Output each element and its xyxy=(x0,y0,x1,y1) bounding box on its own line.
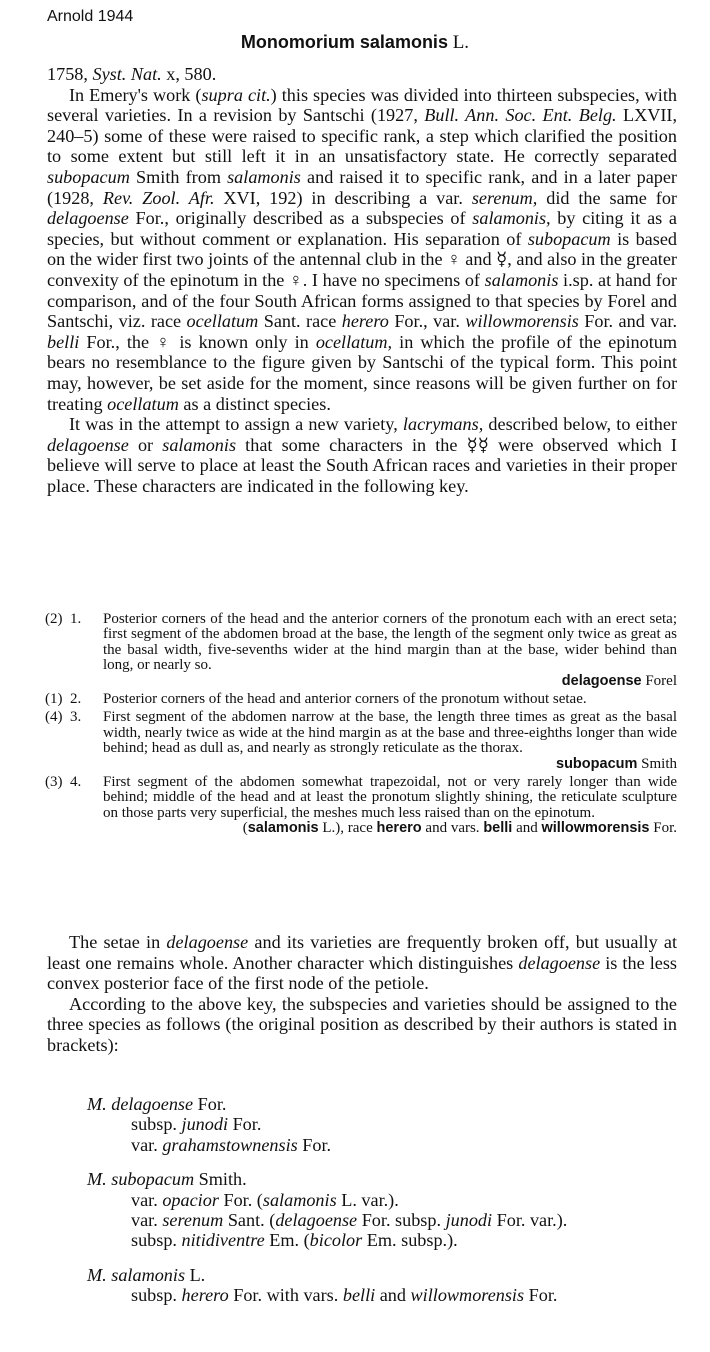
paragraph-1: In Emery's work (supra cit.) this species was divided into thirteen subspecies, with several varieties. In a revision by Santschi (1927, Bull. Ann. Soc. Ent. Belg. LXVII, 240–5) some of these were raised to specific rank, a step which clarified the position to some extent but still left it in an unsatisfactory state. He correctly separated subopacum Smith from salamonis and raised it to specific rank, and in a later paper (1928, Rev. Zool. Afr. XVI, 192) in describing a var. serenum, did the same for delagoense For., originally described as a subspecies of salamonis, by citing it as a species, but without comment or explanation. His separation of subopacum is based on the wider first two joints of the antennal club in the ♀ and ☿, and also in the greater convexity of the epinotum in the ♀. I have no specimens of salamonis i.sp. at hand for comparison, and of the four South African forms assigned to that species by Forel and Santschi, viz. race ocellatum Sant. race herero For., var. willowmorensis For. and var. belli For., the ♀ is known only in ocellatum, in which the profile of the epinotum bears no resemblance to the figure given by Santschi of the typical form. This point may, however, be set aside for the moment, since reasons will be given further on for treating ocellatum as a distinct species. xyxy=(47,84,678,414)
species-group xyxy=(87,1265,567,1306)
citation-ref: x, 580. xyxy=(166,64,217,84)
species-head: M. subopacum Smith. xyxy=(87,1169,247,1190)
species-group xyxy=(87,1169,567,1251)
key-author: Forel xyxy=(641,672,677,689)
species-line: subsp. herero For. with vars. belli and willowmorensis For. xyxy=(131,1285,558,1306)
species-list xyxy=(87,1094,567,1320)
key-species: subopacum xyxy=(556,755,638,772)
species-line: var. opacior For. (salamonis L. var.). xyxy=(131,1189,399,1210)
paragraph-2: It was in the attempt to assign a new variety, lacrymans, described below, to either delagoense or salamonis that some characters in the ☿☿ were observed which I believe will serve to place at least the South African races and varieties in their proper place. These characters are indicated in the following key. xyxy=(47,414,678,496)
title-author: L. xyxy=(452,32,470,53)
species-line: var. grahamstownensis For. xyxy=(131,1134,332,1155)
key-couplet-number: (1) 2. xyxy=(45,691,82,708)
identification-key xyxy=(45,612,677,840)
paragraph-3: The setae in delagoense and its varieties are frequently broken off, but usually at least one remains whole. Another character which distinguishes delagoense is the less convex posterior face of the first node of the petiole. xyxy=(47,932,677,994)
paragraph-4: According to the above key, the subspecies and varieties should be assigned to the three species as follows (the original position as described by their authors is stated in brackets): xyxy=(47,993,677,1055)
species-line: subsp. junodi For. xyxy=(131,1114,262,1135)
key-text: Posterior corners of the head and anterior corners of the pronotum without setae. xyxy=(103,691,587,708)
key-item: (3) 4. First segment of the abdomen somewhat trapezoidal, not or very rarely longer than wide behind; middle of the head and at least the pronotum slightly shining, the reticulate sculpture on those parts very superficial, the meshes much less raised than on the epinotum. (salamonis L.), race herero and vars. belli and willowmorensis For. xyxy=(45,774,677,837)
key-couplet-number: (2) 1. xyxy=(45,611,82,627)
key-couplet-number: (3) 4. xyxy=(45,774,82,791)
citation-year: 1758, xyxy=(47,64,88,84)
key-item xyxy=(45,692,677,707)
key-species: salamonis xyxy=(247,820,319,837)
key-item xyxy=(45,710,677,772)
body-block-top xyxy=(47,64,677,496)
species-head: M. salamonis L. xyxy=(87,1264,206,1285)
key-text: Posterior corners of the head and the anterior corners of the pronotum each with an erect seta; first segment of the abdomen broad at the base, the length of the segment only twice as great as the basal width, five-sevenths wider at the hind margin than at the base, wider behind than long, or nearly so. xyxy=(103,611,677,674)
species-head: M. delagoense For. xyxy=(87,1094,227,1114)
title-species: Monomorium salamonis xyxy=(240,32,448,52)
key-item xyxy=(45,612,677,689)
species-line: subsp. nitidiventre Em. (bicolor Em. subsp.). xyxy=(131,1230,458,1251)
key-author: Smith xyxy=(637,755,677,772)
header-label: Arnold 1944 xyxy=(47,8,134,25)
citation-journal: Syst. Nat. xyxy=(92,64,162,84)
citation-line xyxy=(47,64,677,85)
key-couplet-number: (4) 3. xyxy=(45,709,82,726)
body-block-bottom xyxy=(47,932,677,1056)
page-title xyxy=(0,32,710,54)
species-group xyxy=(87,1094,567,1155)
key-species: delagoense xyxy=(561,672,642,689)
species-line: var. serenum Sant. (delagoense For. subsp. junodi For. var.). xyxy=(131,1210,568,1231)
key-text: First segment of the abdomen narrow at the base, the length three times as great as the basal width, nearly twice as wide at the hind margin as at the base and three-eighths longer than wide behind; head as dull as, and nearly as strongly reticulate as the thorax. xyxy=(103,709,677,757)
key-text: First segment of the abdomen somewhat trapezoidal, not or very rarely longer than wide behind; middle of the head and at least the pronotum slightly shining, the reticulate sculpture on those parts very superficial, the meshes much less raised than on the epinotum. xyxy=(103,774,677,821)
